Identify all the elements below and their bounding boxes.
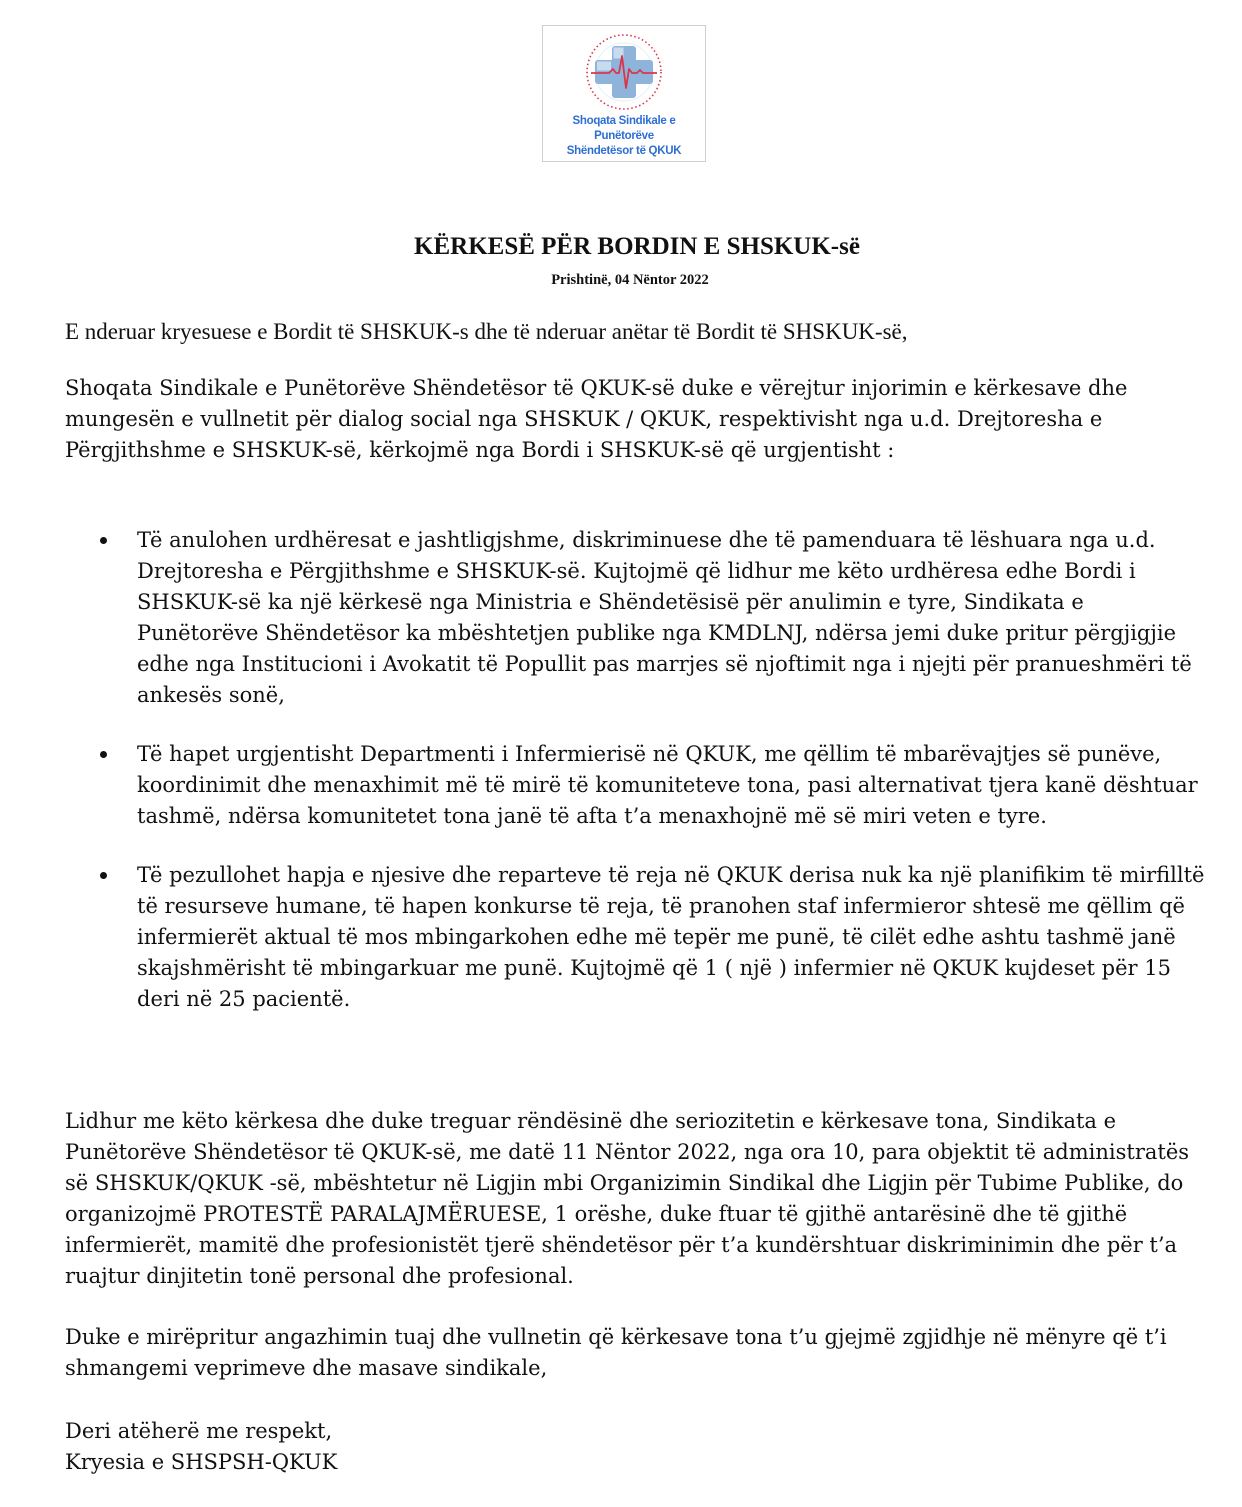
logo-organization-name bbox=[543, 114, 705, 159]
signatory: Kryesia e SHSPSH-QKUK bbox=[65, 1450, 338, 1474]
bullet-icon bbox=[100, 537, 107, 544]
intro-paragraph: Shoqata Sindikale e Punëtorëve Shëndetësor të QKUK-së duke e vërejtur injorimin e kërkesave dhe mungesën e vullnetit për dialog social nga SHSKUK / QKUK, respektivisht nga u.d. Drejtoresha e Përgjithshme e SHSKUK-së, kërkojmë nga Bordi i SHSKUK-së që urgjentisht : bbox=[65, 376, 1128, 462]
logo-text-line-2: Shëndetësor të QKUK bbox=[566, 145, 682, 157]
bullet-icon bbox=[100, 751, 107, 758]
logo-text-line-1: Shoqata Sindikale e Punëtorëve bbox=[572, 115, 676, 142]
demand-item bbox=[95, 860, 1205, 1015]
protest-announcement-paragraph: Lidhur me këto kërkesa dhe duke treguar rëndësinë dhe seriozitetin e kërkesave tona, Sindikata e Punëtorëve Shëndetësor të QKUK-së, me datë 11 Nëntor 2022, nga ora 10, para objektit të administratës së SHSKUK/QKUK -së, mbështetur në Ligjin mbi Organizimin Sindikal dhe Ligjin për Tubime Publike, do organizojmë PROTESTË PARALAJMËRUESE, 1 orëshe, duke ftuar të gjithë antarësinë dhe të gjithë infermierët, mamitë dhe profesionistët tjerë shëndetësor për t’a kundërshtuar diskriminimin dhe për t’a ruajtur dinjitetin tonë personal dhe profesional. bbox=[65, 1109, 1190, 1288]
document-title: KËRKESË PËR BORDIN E SHSKUK-së bbox=[414, 233, 860, 260]
salutation: E nderuar kryesuese e Bordit të SHSKUK-s dhe të nderuar anëtar të Bordit të SHSKUK-së, bbox=[65, 319, 908, 344]
demand-text: Të anulohen urdhëresat e jashtligjshme, diskriminuese dhe të pamenduara të lëshuara nga u.d. Drejtoresha e Përgjithshme e SHSKUK-së. Kujtojmë që lidhur me këto urdhëresa edhe Bordi i SHSKUK-së ka një kërkesë nga Ministria e Shëndetësisë për anulimin e tyre, Sindikata e Punëtorëve Shëndetësor ka mbështetjen publike nga KMDLNJ, ndërsa jemi duke pritur përgjigjie edhe nga Institucioni i Avokatit të Popullit pas marrjes së njoftimit nga i njejti për pranueshmëri të ankesës sonë, bbox=[137, 528, 1192, 707]
closing-signature bbox=[65, 1416, 1065, 1478]
bullet-icon bbox=[100, 872, 107, 879]
document-date: Prishtinë, 04 Nëntor 2022 bbox=[551, 272, 709, 288]
organization-logo bbox=[542, 25, 706, 162]
demand-item bbox=[95, 525, 1205, 711]
demands-list bbox=[95, 525, 1205, 1043]
demand-item bbox=[95, 739, 1205, 832]
appeal-paragraph: Duke e mirëpritur angazhimin tuaj dhe vullnetin që kërkesave tona t’u gjejmë zgjidhje në mënyre që t’i shmangemi veprimeve dhe masave sindikale, bbox=[65, 1325, 1167, 1380]
demand-text: Të pezullohet hapja e njesive dhe reparteve të reja në QKUK derisa nuk ka një planifikim të mirfilltë të resurseve humane, të hapen konkurse të reja, të pranohen staf infermieror shtesë me qëllim që infermierët aktual të mos mbingarkohen edhe më tepër me punë, të cilët edhe ashtu tashmë janë skajshmërisht të mbingarkuar me punë. Kujtojmë që 1 ( një ) infermier në QKUK kujdeset për 15 deri në 25 pacientë. bbox=[137, 863, 1205, 1011]
closing-regards: Deri atëherë me respekt, bbox=[65, 1419, 333, 1443]
heartbeat-cross-icon bbox=[579, 32, 669, 112]
demand-text: Të hapet urgjentisht Departmenti i Infermierisë në QKUK, me qëllim të mbarëvajtjes së punëve, koordinimit dhe menaxhimit më të mirë të komuniteteve tona, pasi alternativat tjera kanë dështuar tashmë, ndërsa komunitetet tona janë të afta t’a menaxhojnë më së miri veten e tyre. bbox=[137, 742, 1198, 828]
